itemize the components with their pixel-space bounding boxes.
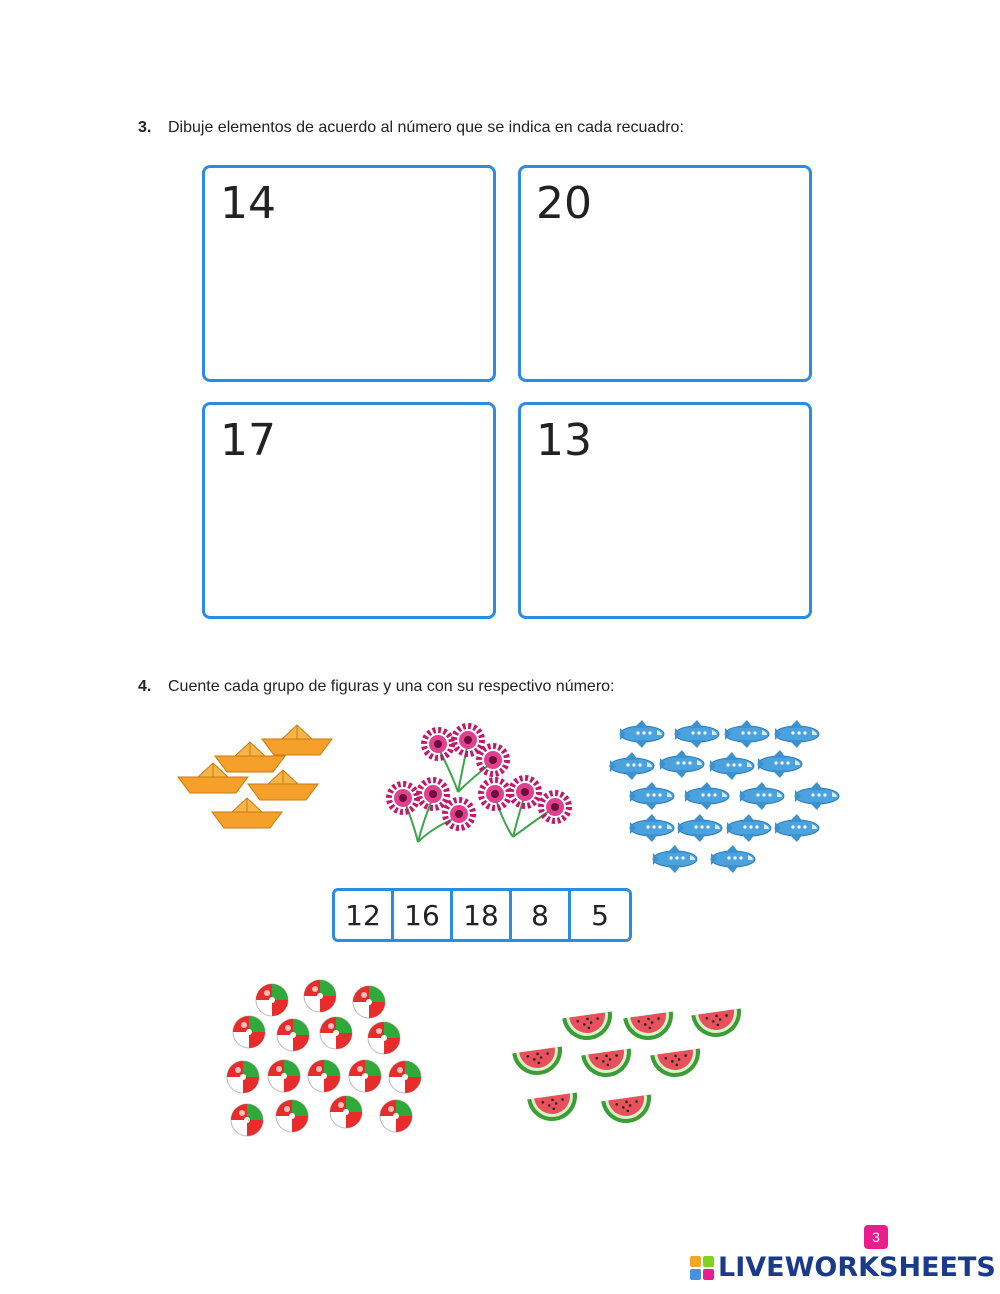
beach-ball-icon [320,1017,352,1049]
airplane-icon [710,752,754,780]
airplane-icon [675,720,719,748]
balls-group[interactable] [222,975,432,1145]
airplane-icon [620,720,664,748]
drawing-box-1[interactable] [202,165,496,382]
paper-boat-icon [248,770,318,800]
watermelon-icon [527,1093,580,1125]
box-number: 20 [536,178,592,229]
number-options [332,888,632,942]
airplane-icon [795,782,839,810]
brand-name: LIVEWORKSHEETS [718,1252,996,1283]
drawing-box-2[interactable] [518,165,812,382]
airplane-icon [775,720,819,748]
question-text: Cuente cada grupo de figuras y una con su respectivo número: [168,678,615,695]
flower-icon [445,800,473,828]
beach-ball-icon [233,1016,265,1048]
watermelon-icon [601,1095,654,1127]
watermelon-icon [691,1009,744,1041]
page-number-badge: 3 [864,1225,888,1249]
beach-ball-icon [231,1104,263,1136]
beach-ball-icon [380,1100,412,1132]
question-text: Dibuje elementos de acuerdo al número que se indica en cada recuadro: [168,119,684,136]
airplane-icon [610,752,654,780]
beach-ball-icon [389,1061,421,1093]
box-number: 13 [536,415,592,466]
number-option[interactable]: 18 [453,891,512,939]
airplane-icon [725,720,769,748]
number-option[interactable]: 12 [335,891,394,939]
airplane-icon [653,845,697,873]
watermelon-icon [581,1049,634,1081]
beach-ball-icon [256,984,288,1016]
flower-icon [511,778,539,806]
flowers-group[interactable] [383,722,573,852]
number-option[interactable]: 16 [394,891,453,939]
number-option[interactable]: 8 [512,891,571,939]
beach-ball-icon [276,1100,308,1132]
beach-ball-icon [368,1022,400,1054]
airplane-icon [678,814,722,842]
airplane-icon [630,814,674,842]
airplane-icon [740,782,784,810]
paper-boat-icon [212,798,282,828]
beach-ball-icon [308,1060,340,1092]
watermelon-icon [562,1012,615,1044]
liveworksheets-logo-icon [690,1256,714,1280]
drawing-box-4[interactable] [518,402,812,619]
liveworksheets-brand[interactable] [690,1252,996,1283]
boats-group[interactable] [170,715,335,845]
question-number: 4. [138,678,152,695]
beach-ball-icon [330,1096,362,1128]
drawing-box-3[interactable] [202,402,496,619]
flower-icon [389,784,417,812]
airplane-icon [685,782,729,810]
airplane-icon [660,750,704,778]
airplane-icon [711,845,755,873]
box-number: 14 [220,178,276,229]
question-number: 3. [138,119,152,136]
beach-ball-icon [353,986,385,1018]
beach-ball-icon [227,1061,259,1093]
number-option[interactable]: 5 [591,898,609,932]
question-3 [138,119,684,137]
flower-icon [541,793,569,821]
airplane-icon [727,814,771,842]
watermelon-icon [512,1047,565,1079]
beach-ball-icon [268,1060,300,1092]
watermelon-icon [650,1049,703,1081]
paper-boat-icon [262,725,332,755]
box-number: 17 [220,415,276,466]
watermelon-icon [623,1012,676,1044]
watermelons-group[interactable] [505,1000,745,1130]
beach-ball-icon [277,1019,309,1051]
beach-ball-icon [304,980,336,1012]
flower-icon [454,726,482,754]
flower-icon [481,780,509,808]
beach-ball-icon [349,1060,381,1092]
airplane-icon [630,782,674,810]
planes-group[interactable] [605,715,845,875]
flower-icon [419,780,447,808]
airplane-icon [775,814,819,842]
question-4 [138,678,615,696]
flower-icon [424,730,452,758]
airplane-icon [758,750,802,778]
